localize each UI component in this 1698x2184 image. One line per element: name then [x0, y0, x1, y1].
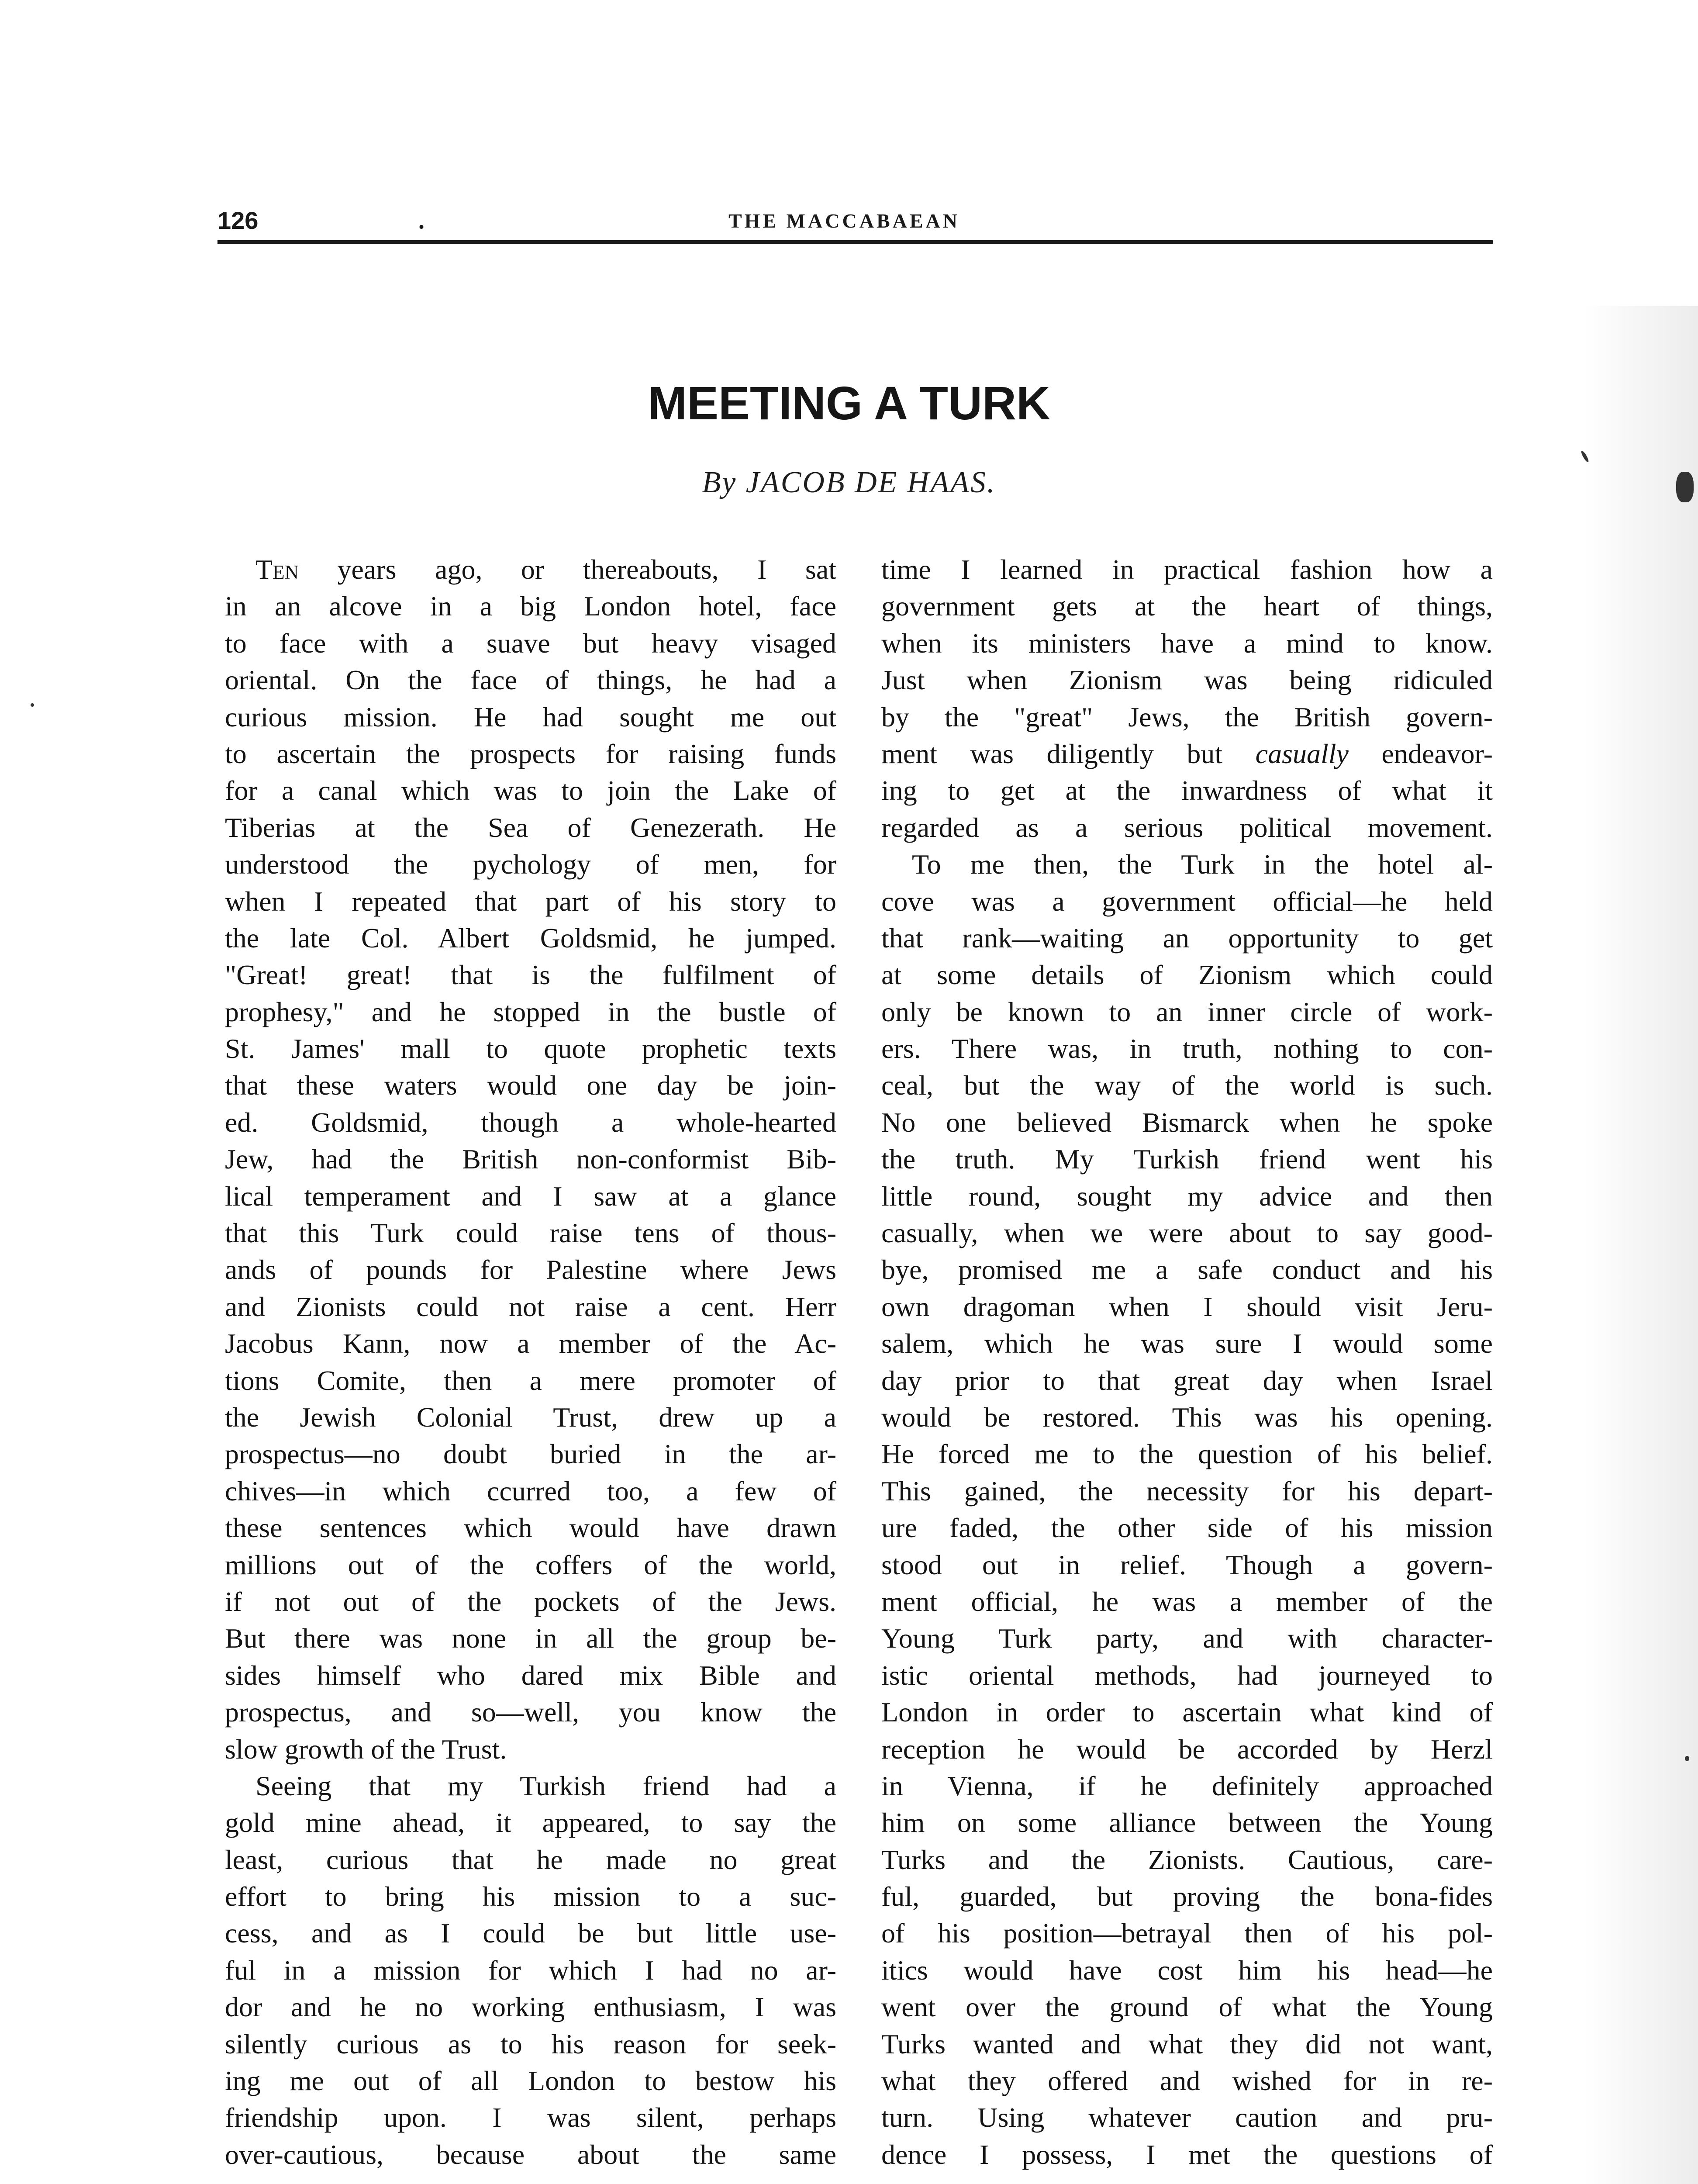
text-line: ceal, but the way of the world is such. — [881, 1070, 1493, 1101]
article-byline: By JACOB DE HAAS. — [702, 466, 996, 499]
text-line: curious mission. He had sought me out — [225, 701, 836, 733]
text-line: the Jewish Colonial Trust, drew up a — [225, 1401, 836, 1433]
article-title: MEETING A TURK — [648, 377, 1050, 429]
text-line: turn. Using whatever caution and pru- — [881, 2102, 1493, 2133]
text-line: stood out in relief. Though a govern- — [881, 1549, 1493, 1580]
text-line: over-cautious, because about the same — [225, 2139, 836, 2170]
text-line: in Vienna, if he definitely approached — [881, 1770, 1493, 1801]
text-line: him on some alliance between the Young — [881, 1807, 1493, 1838]
text-line: oriental. On the face of things, he had a — [225, 664, 836, 696]
text-line: Seeing that my Turkish friend had a — [255, 1770, 836, 1801]
text-line: what they offered and wished for in re- — [881, 2065, 1493, 2097]
text-line: cess, and as I could be but little use- — [225, 1918, 836, 1949]
text-line — [225, 551, 836, 588]
text-line: in an alcove in a big London hotel, face — [225, 591, 836, 622]
text-line: London in order to ascertain what kind of — [881, 1697, 1493, 1728]
text-line: by the "great" Jews, the British govern- — [881, 701, 1493, 733]
text-line: day prior to that great day when Israel — [881, 1365, 1493, 1396]
text-line: No one believed Bismarck when he spoke — [881, 1106, 1493, 1138]
text-line: ure faded, the other side of his mission — [881, 1512, 1493, 1544]
text-line: ful in a mission for which I had no ar- — [225, 1954, 836, 1986]
page-edge-shadow — [1584, 306, 1698, 2184]
text-line: ed. Goldsmid, though a whole-hearted — [225, 1106, 836, 1138]
line-text: ment was diligently but — [881, 738, 1256, 769]
text-line: ing to get at the inwardness of what it — [881, 775, 1493, 806]
text-line: ers. There was, in truth, nothing to con- — [881, 1033, 1493, 1064]
header-dot: . — [418, 207, 424, 234]
italic-word: casually — [1255, 738, 1349, 769]
text-line: own dragoman when I should visit Jeru- — [881, 1291, 1493, 1322]
text-line: prospectus—no doubt buried in the ar- — [225, 1438, 836, 1470]
scan-speck — [31, 703, 34, 707]
text-line: dence I possess, I met the questions of — [881, 2139, 1493, 2170]
text-line: would be restored. This was his opening. — [881, 1401, 1493, 1433]
text-line: ment official, he was a member of the — [881, 1586, 1493, 1617]
scan-speck — [1685, 1756, 1689, 1761]
text-line: that rank—waiting an opportunity to get — [881, 922, 1493, 954]
text-line: itics would have cost him his head—he — [881, 1954, 1493, 1986]
text-line: Jew, had the British non-conformist Bib- — [225, 1144, 836, 1175]
text-line: Turks wanted and what they did not want, — [881, 2028, 1493, 2060]
text-line: understood the pychology of men, for — [225, 849, 836, 880]
line-text: endeavor- — [1348, 738, 1493, 769]
text-line: To me then, the Turk in the hotel al- — [912, 849, 1493, 880]
text-line: St. James' mall to quote prophetic texts — [225, 1033, 836, 1064]
text-line: time I learned in practical fashion how a — [881, 554, 1493, 585]
text-line: Turks and the Zionists. Cautious, care- — [881, 1844, 1493, 1875]
text-line: went over the ground of what the Young — [881, 1991, 1493, 2023]
drop-word: Ten — [255, 554, 299, 585]
text-line: But there was none in all the group be- — [225, 1623, 836, 1654]
text-line: tions Comite, then a mere promoter of — [225, 1365, 836, 1396]
text-line: that these waters would one day be join- — [225, 1070, 836, 1101]
page-number: 126 — [217, 207, 259, 234]
text-line: ful, guarded, but proving the bona-fides — [881, 1881, 1493, 1912]
text-line: least, curious that he made no great — [225, 1844, 836, 1875]
text-line: effort to bring his mission to a suc- — [225, 1881, 836, 1912]
text-line: government gets at the heart of things, — [881, 591, 1493, 622]
text-line: to face with a suave but heavy visaged — [225, 627, 836, 659]
left-text-column — [225, 551, 836, 2173]
text-line: casually, when we were about to say good- — [881, 1217, 1493, 1249]
line-text: years ago, or thereabouts, I sat — [299, 554, 836, 585]
page-header — [217, 205, 1493, 244]
text-line: reception he would be accorded by Herzl — [881, 1733, 1493, 1765]
text-line: Tiberias at the Sea of Genezerath. He — [225, 812, 836, 843]
text-line: the late Col. Albert Goldsmid, he jumped. — [225, 922, 836, 954]
text-line: millions out of the coffers of the world, — [225, 1549, 836, 1580]
text-line: This gained, the necessity for his depart- — [881, 1475, 1493, 1507]
text-line: prophesy," and he stopped in the bustle of — [225, 996, 836, 1027]
text-line: regarded as a serious political movement. — [881, 812, 1493, 843]
text-line: sides himself who dared mix Bible and — [225, 1659, 836, 1691]
text-line: lical temperament and I saw at a glance — [225, 1180, 836, 1212]
text-line: and Zionists could not raise a cent. Herr — [225, 1291, 836, 1322]
text-line: Jacobus Kann, now a member of the Ac- — [225, 1328, 836, 1359]
text-line: ing me out of all London to bestow his — [225, 2065, 836, 2097]
text-line: prospectus, and so—well, you know the — [225, 1697, 836, 1728]
text-line: salem, which he was sure I would some — [881, 1328, 1493, 1359]
text-line: at some details of Zionism which could — [881, 959, 1493, 991]
text-line: bye, promised me a safe conduct and his — [881, 1254, 1493, 1286]
text-line: He forced me to the question of his belief. — [881, 1438, 1493, 1470]
text-line: "Great! great! that is the fulfilment of — [225, 959, 836, 991]
running-head: THE MACCABAEAN — [728, 210, 960, 232]
text-line: slow growth of the Trust. — [225, 1733, 507, 1765]
text-line: the truth. My Turkish friend went his — [881, 1144, 1493, 1175]
text-line: friendship upon. I was silent, perhaps — [225, 2102, 836, 2133]
text-line: gold mine ahead, it appeared, to say the — [225, 1807, 836, 1838]
scan-speck — [1676, 472, 1694, 502]
text-line: to ascertain the prospects for raising funds — [225, 738, 836, 769]
text-line: if not out of the pockets of the Jews. — [225, 1586, 836, 1617]
text-line: silently curious as to his reason for seek- — [225, 2028, 836, 2060]
right-text-column — [881, 551, 1493, 2173]
text-line: little round, sought my advice and then — [881, 1180, 1493, 1212]
text-line: Young Turk party, and with character- — [881, 1623, 1493, 1654]
text-line: cove was a government official—he held — [881, 885, 1493, 917]
text-line: these sentences which would have drawn — [225, 1512, 836, 1544]
text-line: of his position—betrayal then of his pol- — [881, 1918, 1493, 1949]
text-line — [881, 736, 1493, 772]
text-line: Just when Zionism was being ridiculed — [881, 664, 1493, 696]
text-line: istic oriental methods, had journeyed to — [881, 1659, 1493, 1691]
text-line: for a canal which was to join the Lake of — [225, 775, 836, 806]
text-line: only be known to an inner circle of work- — [881, 996, 1493, 1027]
text-line: when I repeated that part of his story to — [225, 885, 836, 917]
text-line: dor and he no working enthusiasm, I was — [225, 1991, 836, 2023]
text-line: ands of pounds for Palestine where Jews — [225, 1254, 836, 1286]
text-line: chives—in which ccurred too, a few of — [225, 1475, 836, 1507]
text-line: when its ministers have a mind to know. — [881, 627, 1493, 659]
text-line: that this Turk could raise tens of thous- — [225, 1217, 836, 1249]
